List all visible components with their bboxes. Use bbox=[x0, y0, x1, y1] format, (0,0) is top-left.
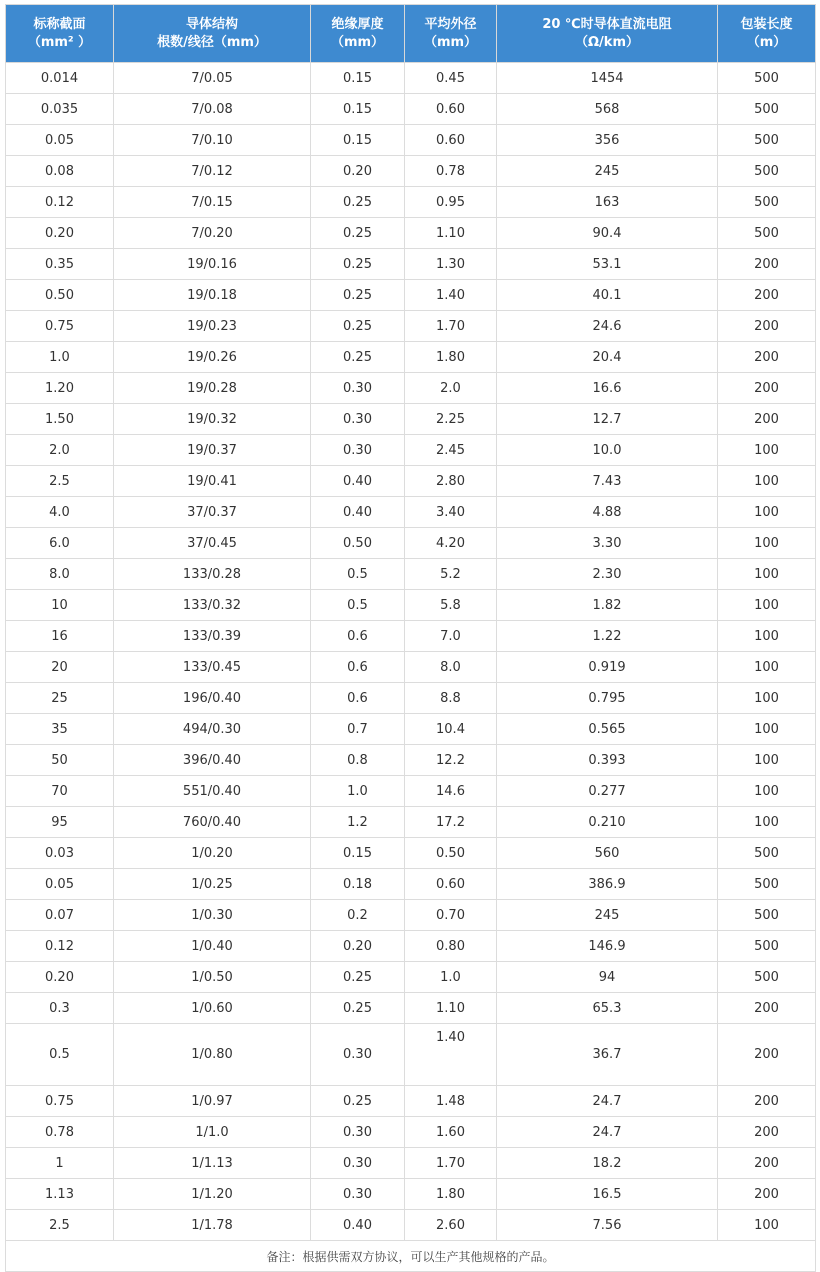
table-row bbox=[6, 156, 816, 187]
cell-insulation-thickness: 0.15 bbox=[311, 63, 405, 94]
table-row bbox=[6, 125, 816, 156]
table-row bbox=[6, 1024, 816, 1086]
cell-dc-resistance: 0.795 bbox=[497, 683, 718, 714]
cell-outer-diameter: 1.40 bbox=[405, 1024, 497, 1086]
cell-outer-diameter: 14.6 bbox=[405, 776, 497, 807]
cell-conductor-structure: 1/1.0 bbox=[114, 1117, 311, 1148]
cell-insulation-thickness: 0.6 bbox=[311, 621, 405, 652]
cell-conductor-structure: 19/0.32 bbox=[114, 404, 311, 435]
cell-dc-resistance: 16.6 bbox=[497, 373, 718, 404]
cell-insulation-thickness: 0.15 bbox=[311, 94, 405, 125]
cell-conductor-structure: 494/0.30 bbox=[114, 714, 311, 745]
table-row bbox=[6, 559, 816, 590]
cell-insulation-thickness: 0.25 bbox=[311, 342, 405, 373]
cell-package-length: 100 bbox=[718, 683, 816, 714]
cell-insulation-thickness: 0.30 bbox=[311, 1179, 405, 1210]
cell-outer-diameter: 1.60 bbox=[405, 1117, 497, 1148]
cell-dc-resistance: 16.5 bbox=[497, 1179, 718, 1210]
cell-outer-diameter: 10.4 bbox=[405, 714, 497, 745]
cell-cross-section: 95 bbox=[6, 807, 114, 838]
cell-insulation-thickness: 0.8 bbox=[311, 745, 405, 776]
cell-cross-section: 8.0 bbox=[6, 559, 114, 590]
table-row bbox=[6, 1179, 816, 1210]
table-row bbox=[6, 683, 816, 714]
header-cross-section: 标称截面 （mm² ） bbox=[6, 5, 114, 63]
cell-outer-diameter: 5.8 bbox=[405, 590, 497, 621]
cell-outer-diameter: 2.80 bbox=[405, 466, 497, 497]
table-body bbox=[6, 63, 816, 1272]
cell-insulation-thickness: 0.25 bbox=[311, 218, 405, 249]
cell-conductor-structure: 7/0.10 bbox=[114, 125, 311, 156]
table-row bbox=[6, 404, 816, 435]
cell-insulation-thickness: 0.18 bbox=[311, 869, 405, 900]
table-row bbox=[6, 993, 816, 1024]
cell-dc-resistance: 24.6 bbox=[497, 311, 718, 342]
cell-dc-resistance: 386.9 bbox=[497, 869, 718, 900]
cell-outer-diameter: 1.70 bbox=[405, 311, 497, 342]
table-row bbox=[6, 280, 816, 311]
cell-package-length: 500 bbox=[718, 187, 816, 218]
cell-insulation-thickness: 0.15 bbox=[311, 125, 405, 156]
cell-cross-section: 1.50 bbox=[6, 404, 114, 435]
cell-cross-section: 0.035 bbox=[6, 94, 114, 125]
cell-conductor-structure: 133/0.45 bbox=[114, 652, 311, 683]
cell-outer-diameter: 0.60 bbox=[405, 125, 497, 156]
cell-dc-resistance: 24.7 bbox=[497, 1086, 718, 1117]
cell-cross-section: 1.0 bbox=[6, 342, 114, 373]
cell-cross-section: 1.20 bbox=[6, 373, 114, 404]
cell-cross-section: 0.75 bbox=[6, 1086, 114, 1117]
cell-conductor-structure: 1/0.60 bbox=[114, 993, 311, 1024]
cell-insulation-thickness: 1.2 bbox=[311, 807, 405, 838]
cell-package-length: 200 bbox=[718, 404, 816, 435]
cell-outer-diameter: 3.40 bbox=[405, 497, 497, 528]
cell-cross-section: 2.5 bbox=[6, 1210, 114, 1241]
cell-dc-resistance: 0.393 bbox=[497, 745, 718, 776]
cell-dc-resistance: 4.88 bbox=[497, 497, 718, 528]
table-row bbox=[6, 1148, 816, 1179]
table-row bbox=[6, 249, 816, 280]
cell-outer-diameter: 17.2 bbox=[405, 807, 497, 838]
cell-dc-resistance: 146.9 bbox=[497, 931, 718, 962]
cell-dc-resistance: 1454 bbox=[497, 63, 718, 94]
cell-package-length: 500 bbox=[718, 63, 816, 94]
cell-conductor-structure: 19/0.26 bbox=[114, 342, 311, 373]
cell-outer-diameter: 0.60 bbox=[405, 94, 497, 125]
cell-dc-resistance: 53.1 bbox=[497, 249, 718, 280]
cell-dc-resistance: 40.1 bbox=[497, 280, 718, 311]
cell-package-length: 100 bbox=[718, 435, 816, 466]
table-row bbox=[6, 745, 816, 776]
cell-outer-diameter: 0.70 bbox=[405, 900, 497, 931]
cell-dc-resistance: 24.7 bbox=[497, 1117, 718, 1148]
cell-package-length: 100 bbox=[718, 621, 816, 652]
cell-outer-diameter: 12.2 bbox=[405, 745, 497, 776]
cell-package-length: 200 bbox=[718, 1117, 816, 1148]
cell-package-length: 100 bbox=[718, 559, 816, 590]
cell-outer-diameter: 0.50 bbox=[405, 838, 497, 869]
cell-cross-section: 0.07 bbox=[6, 900, 114, 931]
table-row bbox=[6, 342, 816, 373]
header-insulation-thickness: 绝缘厚度 （mm） bbox=[311, 5, 405, 63]
cell-conductor-structure: 1/1.13 bbox=[114, 1148, 311, 1179]
table-row bbox=[6, 1117, 816, 1148]
cell-conductor-structure: 7/0.20 bbox=[114, 218, 311, 249]
cell-conductor-structure: 37/0.37 bbox=[114, 497, 311, 528]
cell-cross-section: 0.5 bbox=[6, 1024, 114, 1086]
cell-conductor-structure: 1/0.80 bbox=[114, 1024, 311, 1086]
cell-package-length: 100 bbox=[718, 745, 816, 776]
cell-insulation-thickness: 0.25 bbox=[311, 249, 405, 280]
cell-cross-section: 0.50 bbox=[6, 280, 114, 311]
cell-package-length: 500 bbox=[718, 218, 816, 249]
cell-package-length: 500 bbox=[718, 869, 816, 900]
cell-cross-section: 0.75 bbox=[6, 311, 114, 342]
cell-outer-diameter: 7.0 bbox=[405, 621, 497, 652]
cell-insulation-thickness: 0.30 bbox=[311, 404, 405, 435]
cell-conductor-structure: 396/0.40 bbox=[114, 745, 311, 776]
cell-package-length: 500 bbox=[718, 962, 816, 993]
cell-conductor-structure: 760/0.40 bbox=[114, 807, 311, 838]
cell-conductor-structure: 1/0.50 bbox=[114, 962, 311, 993]
cell-package-length: 500 bbox=[718, 900, 816, 931]
table-row bbox=[6, 776, 816, 807]
table-row bbox=[6, 311, 816, 342]
cell-dc-resistance: 94 bbox=[497, 962, 718, 993]
cell-conductor-structure: 19/0.41 bbox=[114, 466, 311, 497]
cell-insulation-thickness: 0.40 bbox=[311, 497, 405, 528]
cell-package-length: 100 bbox=[718, 466, 816, 497]
cell-package-length: 200 bbox=[718, 373, 816, 404]
table-row bbox=[6, 528, 816, 559]
cell-cross-section: 25 bbox=[6, 683, 114, 714]
cell-insulation-thickness: 0.40 bbox=[311, 1210, 405, 1241]
cell-cross-section: 2.5 bbox=[6, 466, 114, 497]
table-row bbox=[6, 714, 816, 745]
cell-package-length: 100 bbox=[718, 497, 816, 528]
cell-conductor-structure: 551/0.40 bbox=[114, 776, 311, 807]
cell-outer-diameter: 1.70 bbox=[405, 1148, 497, 1179]
cell-conductor-structure: 1/0.25 bbox=[114, 869, 311, 900]
cell-package-length: 200 bbox=[718, 280, 816, 311]
table-row bbox=[6, 497, 816, 528]
cell-cross-section: 2.0 bbox=[6, 435, 114, 466]
cell-insulation-thickness: 0.25 bbox=[311, 280, 405, 311]
cell-insulation-thickness: 0.25 bbox=[311, 1086, 405, 1117]
table-row bbox=[6, 652, 816, 683]
cell-package-length: 200 bbox=[718, 1148, 816, 1179]
cell-dc-resistance: 65.3 bbox=[497, 993, 718, 1024]
cell-cross-section: 0.05 bbox=[6, 125, 114, 156]
cell-outer-diameter: 1.40 bbox=[405, 280, 497, 311]
cell-conductor-structure: 37/0.45 bbox=[114, 528, 311, 559]
table-row bbox=[6, 869, 816, 900]
cell-cross-section: 0.08 bbox=[6, 156, 114, 187]
table-row bbox=[6, 590, 816, 621]
cell-package-length: 200 bbox=[718, 993, 816, 1024]
table-row bbox=[6, 435, 816, 466]
table-note: 备注：根据供需双方协议，可以生产其他规格的产品。 bbox=[6, 1241, 816, 1272]
cell-package-length: 100 bbox=[718, 1210, 816, 1241]
table-row bbox=[6, 373, 816, 404]
cell-conductor-structure: 196/0.40 bbox=[114, 683, 311, 714]
cell-insulation-thickness: 0.25 bbox=[311, 993, 405, 1024]
cell-dc-resistance: 163 bbox=[497, 187, 718, 218]
table-row bbox=[6, 931, 816, 962]
cell-cross-section: 0.12 bbox=[6, 931, 114, 962]
header-conductor-structure: 导体结构 根数/线径（mm） bbox=[114, 5, 311, 63]
cell-outer-diameter: 2.45 bbox=[405, 435, 497, 466]
cell-insulation-thickness: 0.25 bbox=[311, 962, 405, 993]
cell-outer-diameter: 0.95 bbox=[405, 187, 497, 218]
cell-insulation-thickness: 0.7 bbox=[311, 714, 405, 745]
cell-cross-section: 1.13 bbox=[6, 1179, 114, 1210]
header-row bbox=[6, 5, 816, 63]
cell-cross-section: 0.3 bbox=[6, 993, 114, 1024]
cell-cross-section: 4.0 bbox=[6, 497, 114, 528]
cell-insulation-thickness: 0.5 bbox=[311, 590, 405, 621]
table-header bbox=[6, 5, 816, 63]
cell-outer-diameter: 1.80 bbox=[405, 1179, 497, 1210]
cell-outer-diameter: 1.10 bbox=[405, 993, 497, 1024]
cell-outer-diameter: 8.8 bbox=[405, 683, 497, 714]
cell-dc-resistance: 1.82 bbox=[497, 590, 718, 621]
cell-dc-resistance: 2.30 bbox=[497, 559, 718, 590]
cell-insulation-thickness: 0.6 bbox=[311, 683, 405, 714]
cell-conductor-structure: 1/0.30 bbox=[114, 900, 311, 931]
cell-conductor-structure: 1/0.20 bbox=[114, 838, 311, 869]
cell-cross-section: 0.35 bbox=[6, 249, 114, 280]
cell-cross-section: 0.014 bbox=[6, 63, 114, 94]
cell-conductor-structure: 19/0.28 bbox=[114, 373, 311, 404]
cell-package-length: 500 bbox=[718, 838, 816, 869]
cell-insulation-thickness: 0.25 bbox=[311, 311, 405, 342]
cell-cross-section: 10 bbox=[6, 590, 114, 621]
cell-insulation-thickness: 0.30 bbox=[311, 435, 405, 466]
cell-cross-section: 70 bbox=[6, 776, 114, 807]
header-average-outer-diameter: 平均外径 （mm） bbox=[405, 5, 497, 63]
cell-insulation-thickness: 0.6 bbox=[311, 652, 405, 683]
cell-package-length: 200 bbox=[718, 1024, 816, 1086]
cable-spec-table bbox=[5, 4, 816, 1272]
cell-insulation-thickness: 0.5 bbox=[311, 559, 405, 590]
cell-outer-diameter: 1.0 bbox=[405, 962, 497, 993]
cell-conductor-structure: 7/0.15 bbox=[114, 187, 311, 218]
cell-insulation-thickness: 0.40 bbox=[311, 466, 405, 497]
cell-cross-section: 50 bbox=[6, 745, 114, 776]
table-row bbox=[6, 838, 816, 869]
cell-dc-resistance: 7.43 bbox=[497, 466, 718, 497]
cell-insulation-thickness: 0.30 bbox=[311, 1024, 405, 1086]
cell-cross-section: 16 bbox=[6, 621, 114, 652]
cell-cross-section: 6.0 bbox=[6, 528, 114, 559]
cell-package-length: 200 bbox=[718, 311, 816, 342]
table-row bbox=[6, 63, 816, 94]
cell-insulation-thickness: 1.0 bbox=[311, 776, 405, 807]
header-package-length: 包装长度 （m） bbox=[718, 5, 816, 63]
cell-dc-resistance: 18.2 bbox=[497, 1148, 718, 1179]
cell-insulation-thickness: 0.30 bbox=[311, 373, 405, 404]
cell-dc-resistance: 568 bbox=[497, 94, 718, 125]
cell-outer-diameter: 1.30 bbox=[405, 249, 497, 280]
cell-cross-section: 1 bbox=[6, 1148, 114, 1179]
cell-dc-resistance: 3.30 bbox=[497, 528, 718, 559]
cell-insulation-thickness: 0.15 bbox=[311, 838, 405, 869]
cell-dc-resistance: 36.7 bbox=[497, 1024, 718, 1086]
cell-insulation-thickness: 0.20 bbox=[311, 931, 405, 962]
cell-conductor-structure: 7/0.05 bbox=[114, 63, 311, 94]
cell-package-length: 200 bbox=[718, 1179, 816, 1210]
spec-table-container bbox=[5, 4, 815, 1272]
cell-package-length: 200 bbox=[718, 1086, 816, 1117]
cell-dc-resistance: 12.7 bbox=[497, 404, 718, 435]
note-row bbox=[6, 1241, 816, 1272]
cell-dc-resistance: 0.277 bbox=[497, 776, 718, 807]
cell-outer-diameter: 0.80 bbox=[405, 931, 497, 962]
cell-dc-resistance: 90.4 bbox=[497, 218, 718, 249]
cell-conductor-structure: 133/0.32 bbox=[114, 590, 311, 621]
cell-dc-resistance: 7.56 bbox=[497, 1210, 718, 1241]
cell-dc-resistance: 245 bbox=[497, 900, 718, 931]
table-row bbox=[6, 621, 816, 652]
cell-insulation-thickness: 0.30 bbox=[311, 1148, 405, 1179]
table-row bbox=[6, 900, 816, 931]
cell-package-length: 200 bbox=[718, 342, 816, 373]
cell-outer-diameter: 0.60 bbox=[405, 869, 497, 900]
cell-cross-section: 20 bbox=[6, 652, 114, 683]
cell-outer-diameter: 2.60 bbox=[405, 1210, 497, 1241]
cell-outer-diameter: 1.48 bbox=[405, 1086, 497, 1117]
cell-outer-diameter: 1.80 bbox=[405, 342, 497, 373]
cell-conductor-structure: 1/1.78 bbox=[114, 1210, 311, 1241]
cell-outer-diameter: 5.2 bbox=[405, 559, 497, 590]
table-row bbox=[6, 466, 816, 497]
cell-outer-diameter: 0.78 bbox=[405, 156, 497, 187]
table-row bbox=[6, 218, 816, 249]
table-row bbox=[6, 1086, 816, 1117]
cell-cross-section: 0.78 bbox=[6, 1117, 114, 1148]
cell-conductor-structure: 19/0.37 bbox=[114, 435, 311, 466]
cell-package-length: 100 bbox=[718, 776, 816, 807]
cell-dc-resistance: 20.4 bbox=[497, 342, 718, 373]
cell-package-length: 100 bbox=[718, 528, 816, 559]
header-dc-resistance: 20 ℃时导体直流电阻 （Ω/km） bbox=[497, 5, 718, 63]
cell-dc-resistance: 0.919 bbox=[497, 652, 718, 683]
cell-outer-diameter: 4.20 bbox=[405, 528, 497, 559]
cell-cross-section: 0.12 bbox=[6, 187, 114, 218]
cell-conductor-structure: 7/0.08 bbox=[114, 94, 311, 125]
cell-conductor-structure: 19/0.23 bbox=[114, 311, 311, 342]
cell-package-length: 200 bbox=[718, 249, 816, 280]
cell-cross-section: 0.20 bbox=[6, 962, 114, 993]
cell-outer-diameter: 1.10 bbox=[405, 218, 497, 249]
cell-outer-diameter: 2.0 bbox=[405, 373, 497, 404]
cell-conductor-structure: 1/0.40 bbox=[114, 931, 311, 962]
cell-dc-resistance: 245 bbox=[497, 156, 718, 187]
cell-insulation-thickness: 0.20 bbox=[311, 156, 405, 187]
cell-conductor-structure: 133/0.28 bbox=[114, 559, 311, 590]
cell-insulation-thickness: 0.2 bbox=[311, 900, 405, 931]
cell-package-length: 100 bbox=[718, 590, 816, 621]
cell-dc-resistance: 1.22 bbox=[497, 621, 718, 652]
cell-conductor-structure: 19/0.16 bbox=[114, 249, 311, 280]
table-row bbox=[6, 1210, 816, 1241]
cell-dc-resistance: 560 bbox=[497, 838, 718, 869]
cell-outer-diameter: 2.25 bbox=[405, 404, 497, 435]
cell-insulation-thickness: 0.25 bbox=[311, 187, 405, 218]
cell-conductor-structure: 19/0.18 bbox=[114, 280, 311, 311]
cell-insulation-thickness: 0.50 bbox=[311, 528, 405, 559]
table-row bbox=[6, 94, 816, 125]
cell-outer-diameter: 8.0 bbox=[405, 652, 497, 683]
cell-cross-section: 0.20 bbox=[6, 218, 114, 249]
cell-conductor-structure: 133/0.39 bbox=[114, 621, 311, 652]
cell-conductor-structure: 7/0.12 bbox=[114, 156, 311, 187]
cell-package-length: 100 bbox=[718, 714, 816, 745]
cell-package-length: 100 bbox=[718, 807, 816, 838]
cell-package-length: 500 bbox=[718, 125, 816, 156]
table-row bbox=[6, 807, 816, 838]
cell-insulation-thickness: 0.30 bbox=[311, 1117, 405, 1148]
cell-conductor-structure: 1/0.97 bbox=[114, 1086, 311, 1117]
cell-dc-resistance: 0.565 bbox=[497, 714, 718, 745]
cell-cross-section: 0.05 bbox=[6, 869, 114, 900]
table-row bbox=[6, 962, 816, 993]
table-row bbox=[6, 187, 816, 218]
cell-outer-diameter: 0.45 bbox=[405, 63, 497, 94]
cell-dc-resistance: 10.0 bbox=[497, 435, 718, 466]
cell-package-length: 500 bbox=[718, 94, 816, 125]
cell-package-length: 500 bbox=[718, 156, 816, 187]
cell-cross-section: 35 bbox=[6, 714, 114, 745]
cell-package-length: 500 bbox=[718, 931, 816, 962]
cell-conductor-structure: 1/1.20 bbox=[114, 1179, 311, 1210]
cell-cross-section: 0.03 bbox=[6, 838, 114, 869]
cell-dc-resistance: 0.210 bbox=[497, 807, 718, 838]
cell-dc-resistance: 356 bbox=[497, 125, 718, 156]
cell-package-length: 100 bbox=[718, 652, 816, 683]
